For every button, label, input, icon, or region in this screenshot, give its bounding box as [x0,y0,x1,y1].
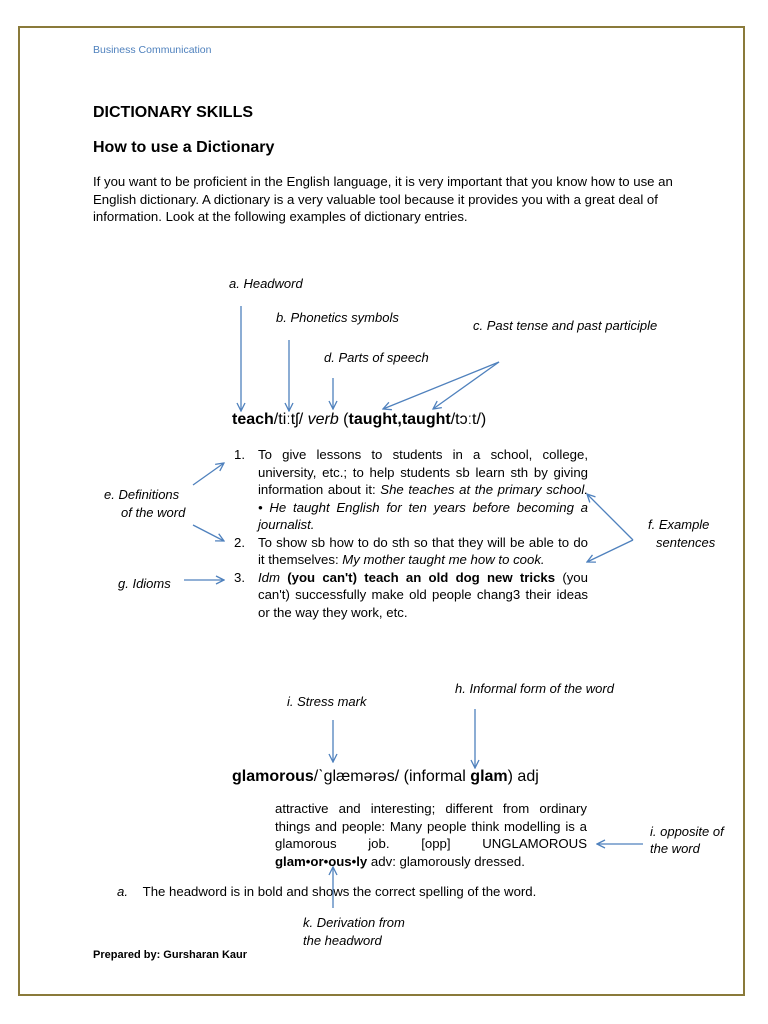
entry-part-of-speech: verb [307,411,339,428]
label-example-line2: sentences [656,535,716,550]
informal-form: glam [470,768,508,785]
label-opposite-line2: the word [650,841,700,856]
entry-part-of-speech: adj [517,768,539,785]
arrow-example-2 [587,540,633,562]
entry-phonetic: /ˋglæmərəs/ [313,768,400,785]
definition-example: She teaches at the primary school. • He taught English for ten years before becoming a journalist. [258,482,588,532]
arrow-past-2 [433,362,499,409]
definition-number: 1. [234,447,245,462]
page-title: DICTIONARY SKILLS [93,104,254,121]
label-definitions: e. Definitions [104,487,180,502]
note-marker: a. [117,884,128,899]
informal-open: (informal [403,768,471,785]
definition-text: attractive and interesting; different from ordinary things and people: Many people think modelling is a glamorous job. [opp] UNGLAMOROUS [275,801,587,851]
label-stress-mark: i. Stress mark [287,694,367,709]
label-opposite: i. opposite of [650,824,724,839]
definition-number: 3. [234,569,245,585]
label-past-tense: c. Past tense and past participle [473,318,658,333]
label-example: f. Example [648,517,710,532]
label-derivation-line2: the headword [303,933,382,948]
note-text: The headword is in bold and shows the correct spelling of the word. [142,884,537,899]
document-header: Business Communication [93,44,212,56]
entry-headword: teach [232,411,274,428]
informal-close: ) [507,768,513,785]
section-heading: How to use a Dictionary [93,139,275,156]
definition-number: 2. [234,534,245,550]
definition-text: To give lessons to students in a school, college, university, etc.; to help students sb learn sth by giving information about it: [258,447,588,497]
idiom-marker: Idm [258,569,280,585]
entry-headword: glamorous [232,768,314,785]
label-informal: h. Informal form of the word [455,681,614,696]
entry-paren-open: ( [343,411,349,428]
arrow-definition-2 [193,525,224,541]
label-headword: a. Headword [229,276,303,291]
arrow-definition-1 [193,463,224,485]
label-derivation: k. Derivation from [303,915,405,930]
label-phonetics: b. Phonetics symbols [276,310,399,325]
definition-text: To show sb how to do sth so that they will be able to do it themselves: [258,534,588,567]
idiom-phrase: (you can't) teach an old dog new tricks [287,569,556,585]
definition-example: My mother taught me how to cook. [342,552,545,567]
label-parts-of-speech: d. Parts of speech [324,350,429,365]
definition-text: (you can't) successfully make old people chang3 their ideas or the way they work, etc. [258,569,588,620]
label-idioms: g. Idioms [118,576,171,591]
entry-phonetic: /tiːtʃ/ [273,411,304,428]
entry-past-forms: taught,taught [348,411,451,428]
derivation-word: glam•or•ous•ly [275,853,368,869]
arrow-example-1 [587,494,633,540]
derivation-text: adv: glamorously dressed. [367,853,525,869]
label-definitions-line2: of the word [121,505,186,520]
document-footer: Prepared by: Gursharan Kaur [93,949,248,961]
intro-paragraph: If you want to be proficient in the English language, it is very important that you know how to use an English dictionary. A dictionary is a very valuable tool because it provides you with a great deal of information. Look at the following examples of dictionary entries. [93,174,673,224]
arrow-past-1 [383,362,499,409]
entry-past-phonetic: /tɔːt/) [450,411,487,428]
